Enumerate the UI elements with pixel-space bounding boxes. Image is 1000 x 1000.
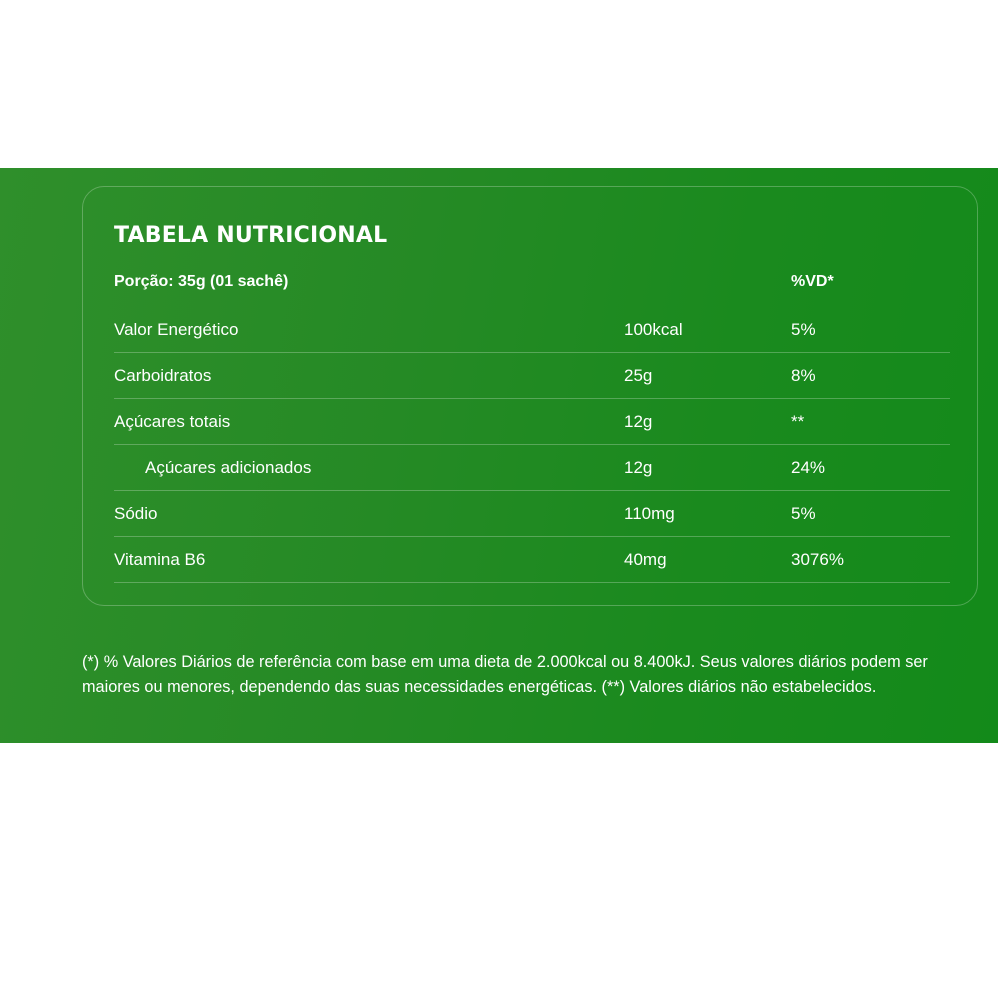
- nutrient-amount: 110mg: [624, 503, 675, 523]
- nutrient-vd: **: [791, 411, 805, 431]
- nutrition-title: TABELA NUTRICIONAL: [114, 223, 388, 248]
- vd-header: %VD*: [791, 273, 834, 290]
- nutrient-name: Açúcares totais: [114, 411, 231, 431]
- table-row: [114, 399, 950, 445]
- nutrient-name: Sódio: [114, 503, 158, 523]
- nutrition-card: [82, 186, 978, 606]
- nutrient-vd: 5%: [791, 503, 816, 523]
- table-row: [114, 353, 950, 399]
- table-row: [114, 445, 950, 491]
- nutrient-name: Valor Energético: [114, 319, 239, 339]
- table-row: [114, 537, 950, 583]
- nutrient-amount: 12g: [624, 457, 653, 477]
- nutrient-amount: 25g: [624, 365, 653, 385]
- nutrient-name: Carboidratos: [114, 365, 212, 385]
- nutrient-vd: 8%: [791, 365, 816, 385]
- nutrient-vd: 24%: [791, 457, 826, 477]
- nutrition-section: [0, 168, 998, 743]
- table-row: [114, 491, 950, 537]
- nutrient-name: Vitamina B6: [114, 549, 206, 569]
- nutrient-name: Açúcares adicionados: [145, 457, 312, 477]
- nutrient-amount: 40mg: [624, 549, 667, 569]
- footnote: (*) % Valores Diários de referência com base em uma dieta de 2.000kcal ou 8.400kJ. Seus valores diários podem ser maiores ou menores, dependendo das suas necessidades energéticas. (**) Valores diários não estabelecidos.: [82, 653, 928, 696]
- nutrient-amount: 12g: [624, 411, 653, 431]
- table-header-row: [114, 273, 950, 307]
- nutrient-amount: 100kcal: [624, 319, 683, 339]
- table-row: [114, 307, 950, 353]
- nutrient-vd: 3076%: [791, 549, 844, 569]
- portion-label: Porção: 35g (01 sachê): [114, 273, 289, 290]
- nutrition-table: [114, 273, 950, 583]
- nutrient-vd: 5%: [791, 319, 816, 339]
